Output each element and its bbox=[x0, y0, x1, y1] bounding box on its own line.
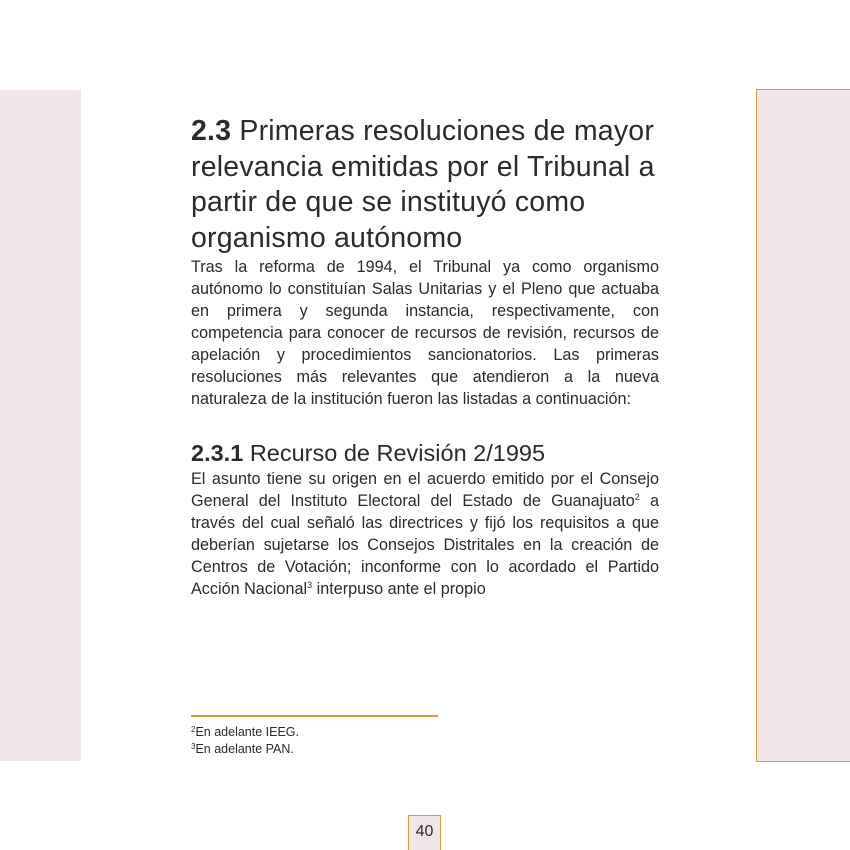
footnote-item bbox=[191, 724, 299, 741]
section-title-text: Primeras resoluciones de mayor relevancia emitidas por el Tribunal a partir de que se instituyó como organismo autónomo bbox=[191, 115, 655, 254]
left-decorative-band bbox=[0, 90, 81, 761]
case-paragraph bbox=[191, 468, 659, 600]
subsection-title bbox=[191, 438, 659, 468]
right-decorative-band bbox=[756, 89, 850, 762]
case-paragraph-part3: interpuso ante el propio bbox=[312, 580, 486, 598]
footnote-mark: 3 bbox=[191, 742, 196, 751]
case-paragraph-part2: a través del cual señaló las directrices y fijó los requisitos a que deberían sujetarse los Consejos Distritales en la creación de Centros de Votación; inconforme con lo acordado el Partido Acción Nacional bbox=[191, 492, 659, 598]
section-number: 2.3 bbox=[191, 115, 232, 147]
footnote-text: En adelante IEEG. bbox=[195, 725, 299, 739]
footnote-ref-3[interactable]: 3 bbox=[307, 580, 313, 590]
footnote-divider bbox=[191, 715, 438, 717]
case-paragraph-part1: El asunto tiene su origen en el acuerdo emitido por el Consejo General del Instituto Electoral del Estado de Guanajuato bbox=[191, 470, 659, 510]
subsection-title-text: Recurso de Revisión 2/1995 bbox=[249, 440, 546, 466]
footnote-text: En adelante PAN. bbox=[195, 742, 294, 756]
section-title bbox=[191, 114, 659, 256]
intro-paragraph: Tras la reforma de 1994, el Tribunal ya como organismo autónomo lo constituían Salas Unitarias y el Pleno que actuaba en primera y segunda instancia, respectivamente, con competencia para conocer de recursos de revisión, recursos de apelación y procedimientos sancionatorios. Las primeras resoluciones más relevantes que atendieron a la nueva naturaleza de la institución fueron las listadas a continuación: bbox=[191, 258, 659, 408]
footnotes bbox=[191, 724, 299, 758]
footnote-ref-2[interactable]: 2 bbox=[634, 492, 640, 502]
footnote-mark: 2 bbox=[191, 725, 196, 734]
subsection-number: 2.3.1 bbox=[191, 440, 244, 466]
page-content bbox=[191, 114, 659, 600]
footnote-item bbox=[191, 741, 299, 758]
page-number: 40 bbox=[408, 815, 441, 850]
